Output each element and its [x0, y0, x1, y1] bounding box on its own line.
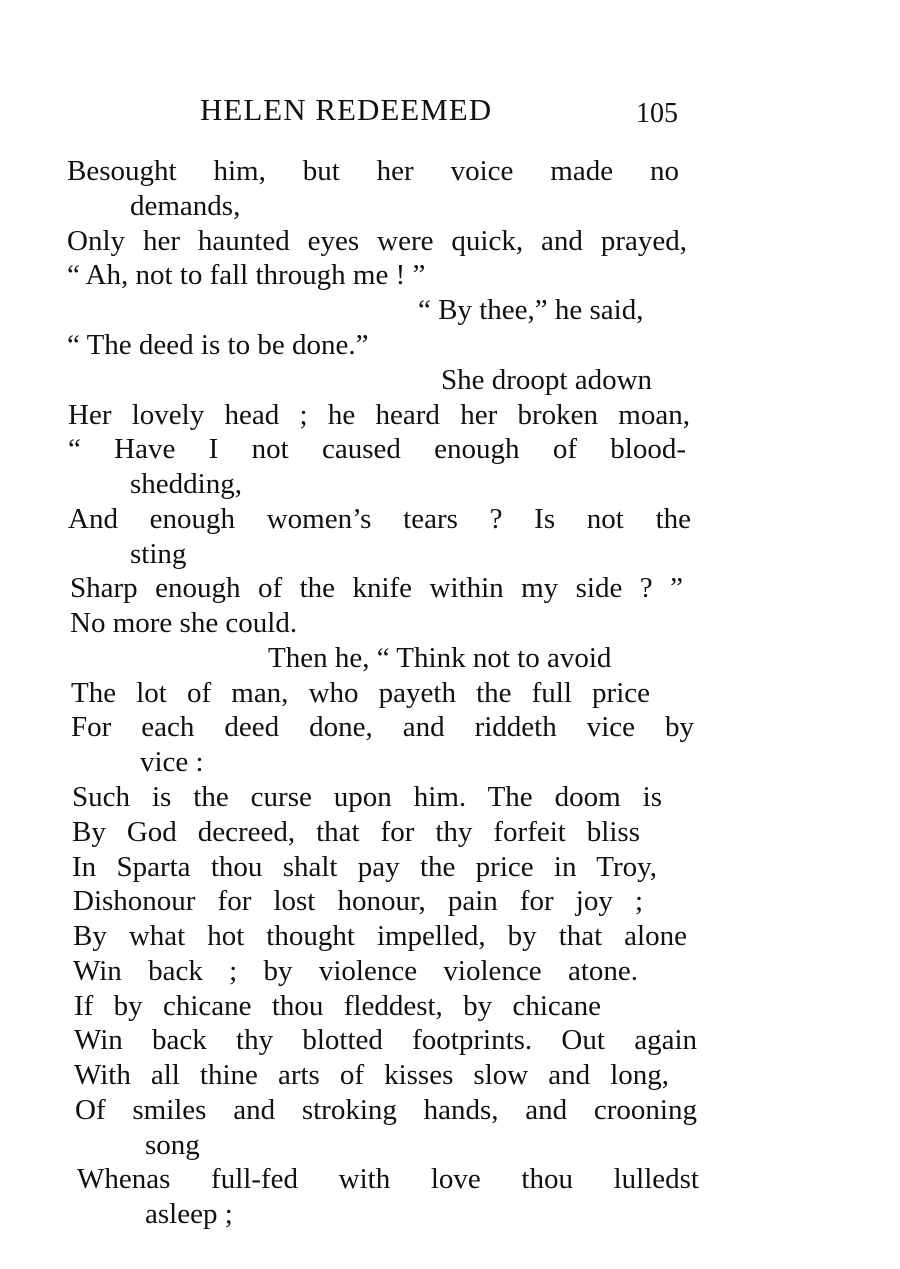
poem-line: No more she could.: [70, 607, 298, 639]
poem-line: She droopt adown: [441, 364, 653, 396]
poem-line: Besought him, but her voice made no: [67, 155, 679, 187]
poem-line: song: [145, 1129, 200, 1161]
poem-line: By God decreed, that for thy forfeit bliss: [72, 816, 640, 848]
poem-line: If by chicane thou fleddest, by chicane: [74, 990, 601, 1022]
poem-line: “ Ah, not to fall through me ! ”: [67, 259, 426, 291]
page-header: [0, 92, 900, 132]
poem-line: Sharp enough of the knife within my side ? ”: [70, 572, 683, 604]
poem-line: Her lovely head ; he heard her broken moan,: [68, 399, 690, 431]
poem-line: asleep ;: [145, 1198, 233, 1230]
poem-line: With all thine arts of kisses slow and long,: [74, 1059, 669, 1091]
poem-line: “ By thee,” he said,: [418, 294, 644, 326]
poem-line: Whenas full-fed with love thou lulledst: [77, 1163, 699, 1195]
poem-line: Only her haunted eyes were quick, and prayed,: [67, 225, 687, 257]
poem-line: sting: [130, 538, 187, 570]
poem-line: vice :: [140, 746, 204, 778]
page-number: 105: [636, 98, 678, 129]
poem-line: And enough women’s tears ? Is not the: [68, 503, 691, 535]
poem-line: Win back thy blotted footprints. Out again: [74, 1024, 697, 1056]
poem-line: Of smiles and stroking hands, and crooning: [75, 1094, 697, 1126]
poem-line: In Sparta thou shalt pay the price in Troy,: [72, 851, 657, 883]
poem-line: shedding,: [130, 468, 242, 500]
poem-line: For each deed done, and riddeth vice by: [71, 711, 694, 743]
poem-line: By what hot thought impelled, by that alone: [73, 920, 687, 952]
poem-line: demands,: [130, 190, 241, 222]
running-title: HELEN REDEEMED: [200, 92, 493, 127]
poem-line: Dishonour for lost honour, pain for joy ;: [73, 885, 643, 917]
poem-line: Win back ; by violence violence atone.: [73, 955, 638, 987]
poem-line: “ The deed is to be done.”: [67, 329, 369, 361]
poem-line: Then he, “ Think not to avoid: [268, 642, 612, 674]
poem-line: “ Have I not caused enough of blood-: [68, 433, 686, 465]
poem-line: The lot of man, who payeth the full price: [71, 677, 650, 709]
poem-line: Such is the curse upon him. The doom is: [72, 781, 662, 813]
